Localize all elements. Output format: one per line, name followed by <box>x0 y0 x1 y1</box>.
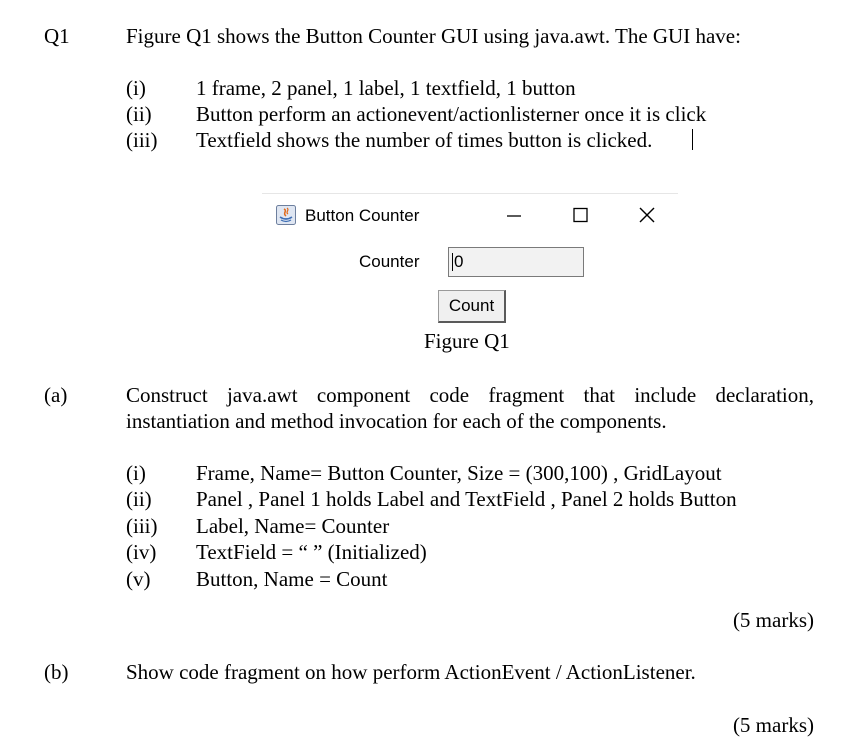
question-intro: Figure Q1 shows the Button Counter GUI using java.awt. The GUI have: <box>126 24 741 48</box>
item-num: (v) <box>126 567 151 591</box>
part-a-label: (a) <box>44 383 68 407</box>
feature-num: (i) <box>126 76 146 100</box>
feature-text: Button perform an actionevent/actionlisterner once it is click <box>196 102 707 126</box>
maximize-icon[interactable] <box>565 204 595 226</box>
item-num: (i) <box>126 461 146 485</box>
item-num: (ii) <box>126 487 152 511</box>
feature-num: (iii) <box>126 128 158 152</box>
window-top-border <box>262 193 678 194</box>
part-a-marks: (5 marks) <box>732 608 814 632</box>
figure-caption: Figure Q1 <box>424 329 510 353</box>
part-b-marks: (5 marks) <box>732 713 814 737</box>
part-b-label: (b) <box>44 660 69 684</box>
minimize-icon[interactable] <box>499 204 529 226</box>
close-icon[interactable] <box>632 204 662 226</box>
item-text: Label, Name= Counter <box>196 514 390 538</box>
textfield-caret <box>452 253 453 271</box>
item-text: Frame, Name= Button Counter, Size = (300,100) , GridLayout <box>196 461 722 485</box>
feature-text: 1 frame, 2 panel, 1 label, 1 textfield, 1 button <box>196 76 576 100</box>
feature-num: (ii) <box>126 102 152 126</box>
counter-textfield[interactable]: 0 <box>448 247 584 277</box>
feature-text: Textfield shows the number of times button is clicked. <box>196 128 653 152</box>
item-num: (iii) <box>126 514 158 538</box>
part-a-line1: Construct java.awt component code fragment that include declaration, <box>126 383 814 407</box>
item-text: Button, Name = Count <box>196 567 388 591</box>
java-app-icon <box>276 205 296 225</box>
part-a-line2: instantiation and method invocation for each of the components. <box>126 409 667 433</box>
item-text: TextField = “ ” (Initialized) <box>196 540 427 564</box>
part-b-text: Show code fragment on how perform ActionEvent / ActionListener. <box>126 660 696 684</box>
counter-label: Counter <box>359 252 420 271</box>
count-button[interactable]: Count <box>438 290 506 323</box>
question-number: Q1 <box>44 24 70 48</box>
text-cursor <box>692 129 693 150</box>
item-num: (iv) <box>126 540 157 564</box>
window-title: Button Counter <box>305 206 420 225</box>
item-text: Panel , Panel 1 holds Label and TextField , Panel 2 holds Button <box>196 487 737 511</box>
